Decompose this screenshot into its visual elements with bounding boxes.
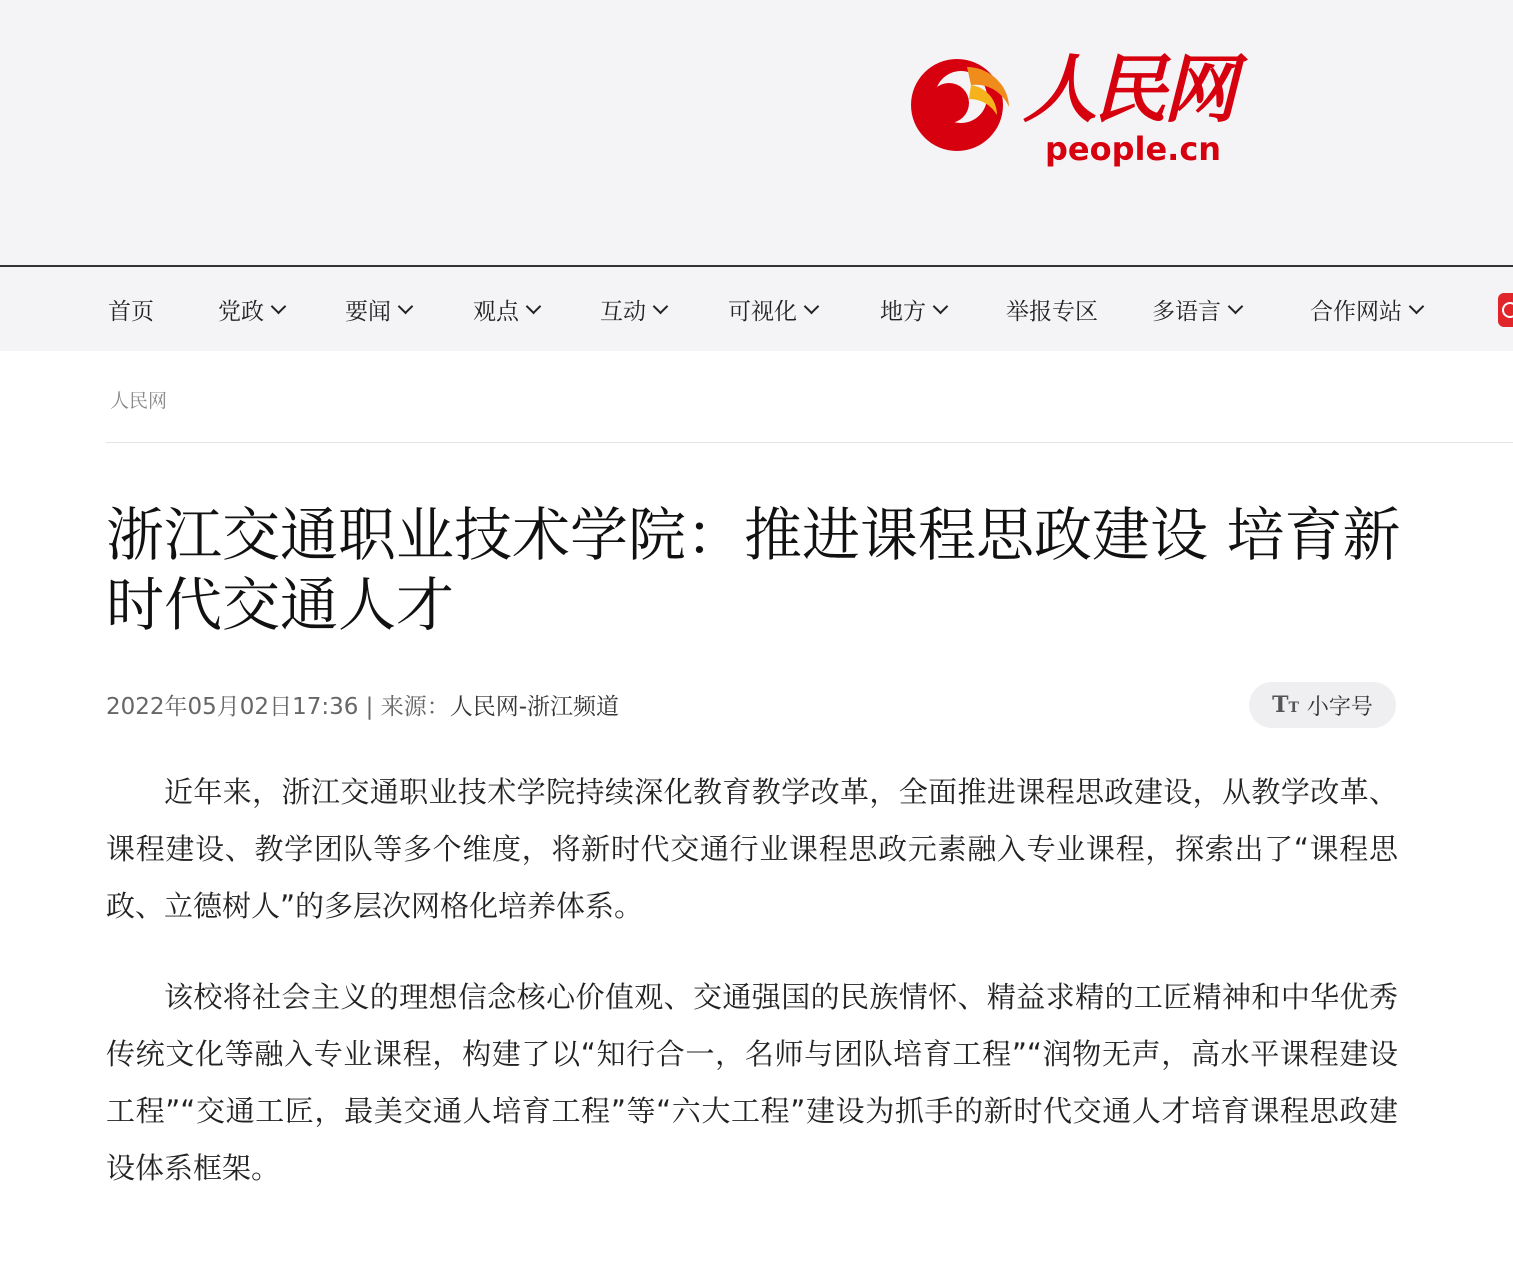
divider bbox=[106, 442, 1513, 443]
article-meta bbox=[106, 688, 619, 721]
nav-item-label: 观点 bbox=[473, 298, 519, 325]
nav-item-interaction[interactable] bbox=[600, 267, 666, 351]
nav-item-label: 要闻 bbox=[345, 298, 391, 325]
people-logo[interactable] bbox=[905, 45, 1235, 170]
paragraph: 近年来，浙江交通职业技术学院持续深化教育教学改革，全面推进课程思政建设，从教学改革、课程建设、教学团队等多个维度，将新时代交通行业课程思政元素融入专业课程，探索出了“课程思政、立德树人”的多层次网格化培养体系。 bbox=[106, 775, 1398, 923]
font-size-label: 小字号 bbox=[1306, 694, 1373, 720]
nav-item-visualization[interactable] bbox=[728, 267, 817, 351]
nav-item-label: 合作网站 bbox=[1310, 298, 1402, 325]
font-size-button[interactable] bbox=[1249, 682, 1396, 728]
nav-item-report[interactable] bbox=[1006, 267, 1098, 351]
meta-separator: | bbox=[358, 694, 381, 720]
nav-item-news[interactable] bbox=[345, 267, 411, 351]
main-nav bbox=[0, 265, 1513, 351]
nav-item-label: 首页 bbox=[108, 298, 154, 325]
site-header bbox=[0, 0, 1513, 265]
logo-globe-icon bbox=[905, 45, 1015, 160]
chevron-down-icon bbox=[1409, 298, 1425, 314]
text-size-icon: TT bbox=[1272, 692, 1299, 718]
nav-item-label: 可视化 bbox=[728, 298, 797, 325]
chevron-down-icon bbox=[1228, 298, 1244, 314]
nav-item-label: 多语言 bbox=[1152, 298, 1221, 325]
nav-item-home[interactable] bbox=[108, 267, 154, 351]
nav-item-local[interactable] bbox=[880, 267, 946, 351]
nav-item-languages[interactable] bbox=[1152, 267, 1241, 351]
chevron-down-icon bbox=[526, 298, 542, 314]
article-title: 浙江交通职业技术学院：推进课程思政建设 培育新时代交通人才 bbox=[106, 501, 1401, 639]
nav-item-label: 党政 bbox=[218, 298, 264, 325]
source-label: 来源： bbox=[380, 694, 450, 720]
article-body bbox=[106, 764, 1398, 1231]
logo-chinese-text: 人民网 bbox=[1023, 47, 1233, 133]
chevron-down-icon bbox=[804, 298, 820, 314]
publish-datetime: 2022年05月02日17:36 bbox=[106, 694, 359, 720]
breadcrumb[interactable]: 人民网 bbox=[110, 390, 168, 412]
nav-item-partners[interactable] bbox=[1310, 267, 1422, 351]
source-name[interactable]: 人民网-浙江频道 bbox=[449, 694, 620, 720]
nav-item-opinion[interactable] bbox=[473, 267, 539, 351]
nav-item-party[interactable] bbox=[218, 267, 284, 351]
logo-domain-text: people.cn bbox=[1045, 130, 1222, 168]
chevron-down-icon bbox=[653, 298, 669, 314]
nav-item-label: 举报专区 bbox=[1006, 298, 1098, 325]
nav-item-label: 互动 bbox=[600, 298, 646, 325]
paragraph: 该校将社会主义的理想信念核心价值观、交通强国的民族情怀、精益求精的工匠精神和中华优秀传统文化等融入专业课程，构建了以“知行合一，名师与团队培育工程”“润物无声，高水平课程建设工程”“交通工匠，最美交通人培育工程”等“六大工程”建设为抓手的新时代交通人才培育课程思政建设体系框架。 bbox=[106, 980, 1398, 1185]
chevron-down-icon bbox=[398, 298, 414, 314]
chevron-down-icon bbox=[271, 298, 287, 314]
nav-item-label: 地方 bbox=[880, 298, 926, 325]
chevron-down-icon bbox=[933, 298, 949, 314]
weibo-icon[interactable] bbox=[1498, 293, 1513, 327]
